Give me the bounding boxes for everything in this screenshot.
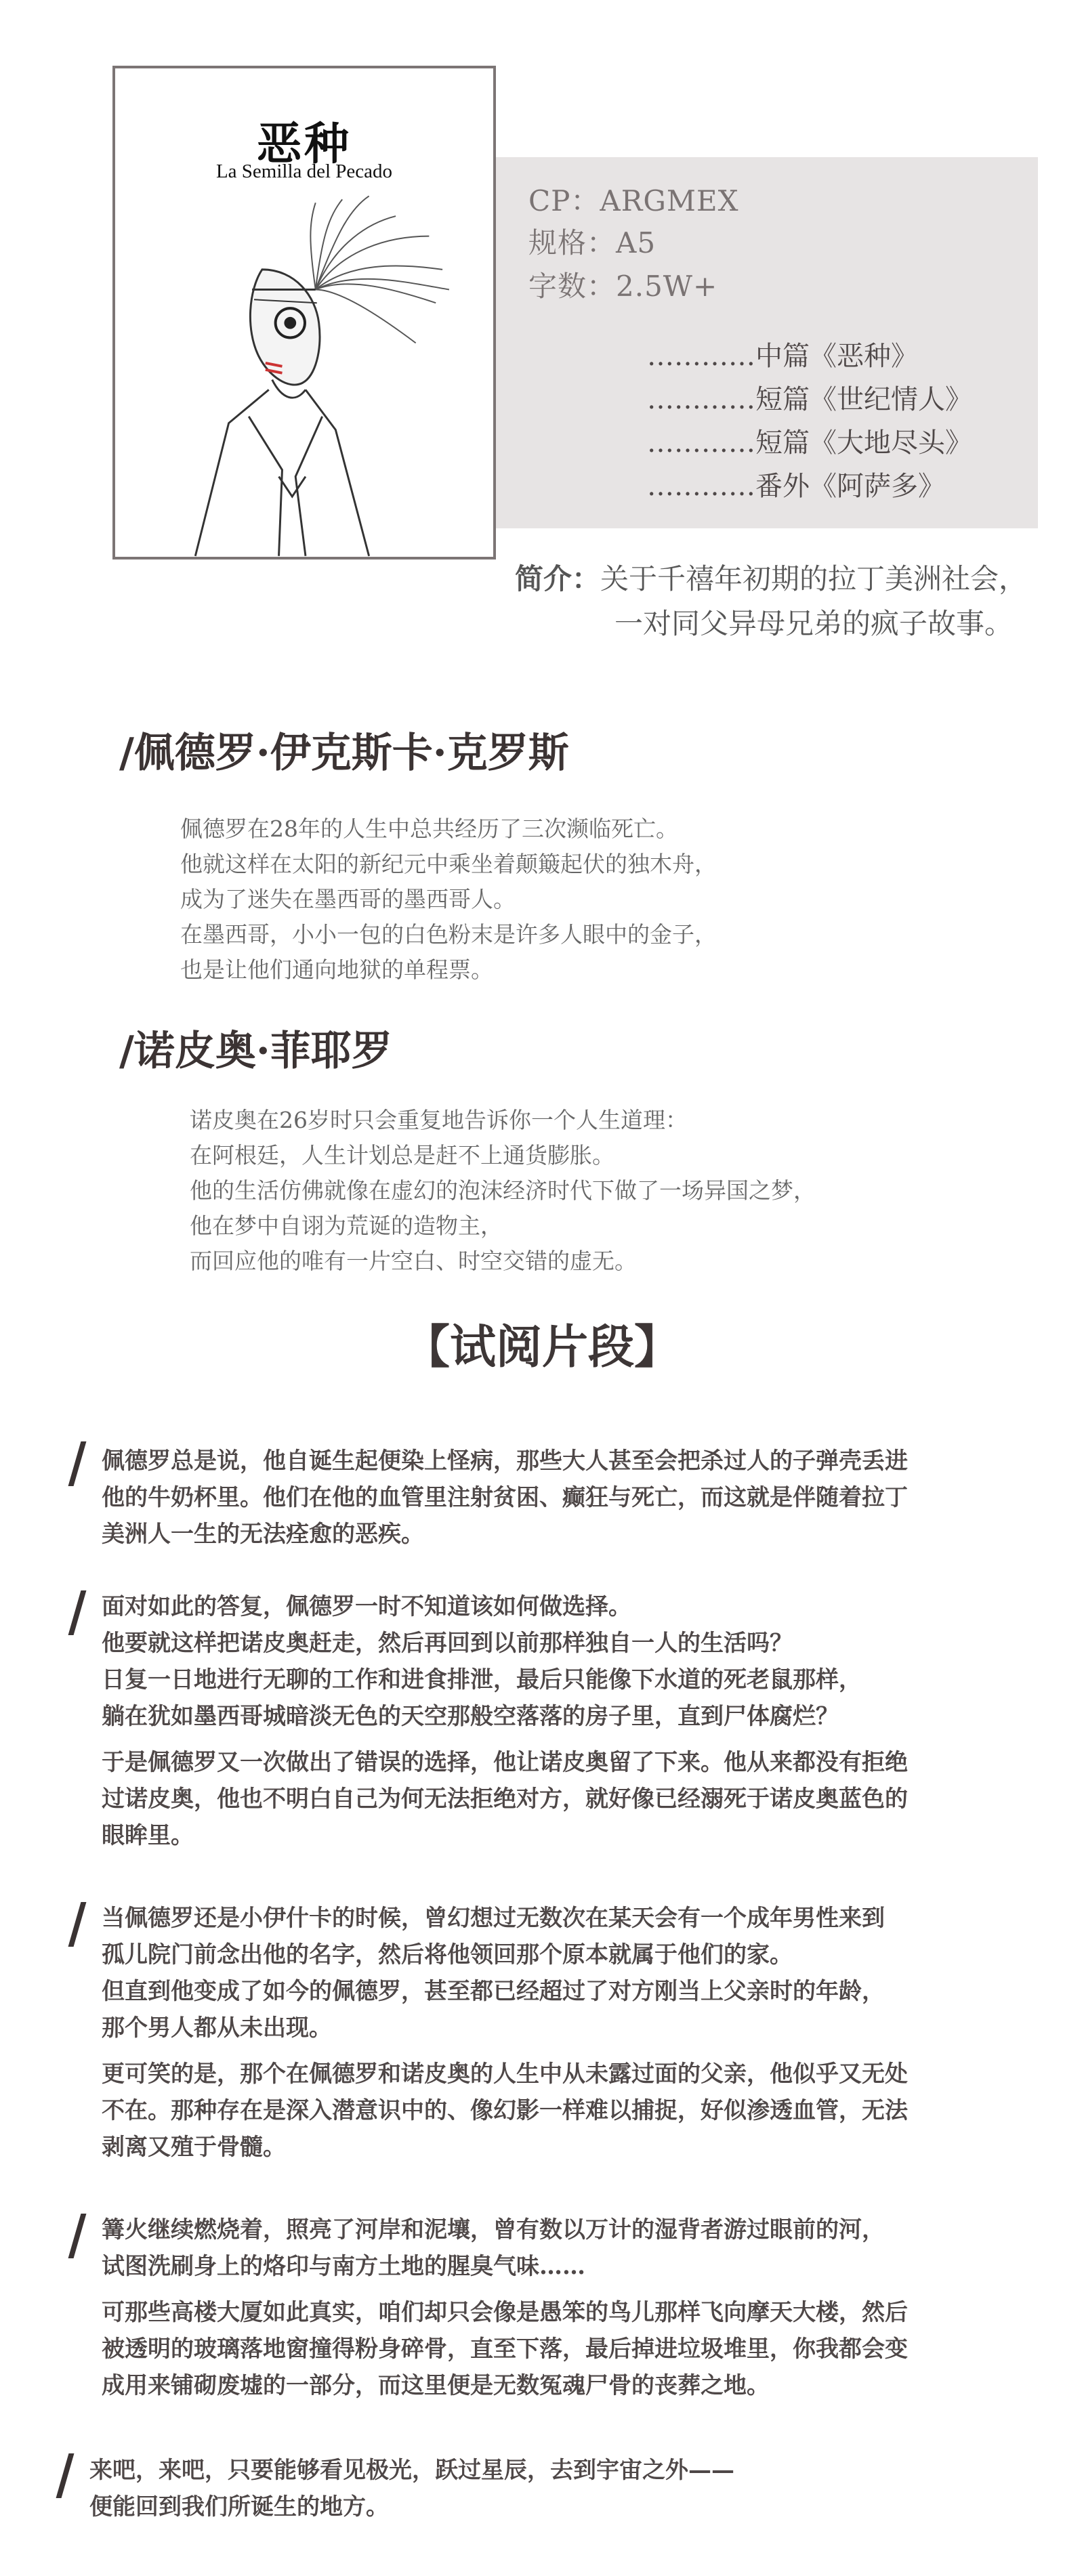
bio-line: 他在梦中自诩为荒诞的造物主， [190, 1212, 503, 1239]
excerpt-line: 于是佩德罗又一次做出了错误的选择，他让诺皮奥留了下来。他从来都没有拒绝 [102, 1749, 908, 1776]
spec-format: 规格：A5 [528, 226, 656, 259]
toc-item: …………中篇《恶种》 [647, 341, 918, 372]
excerpt-line: 过诺皮奥，他也不明白自己为何无法拒绝对方，就好像已经溺死于诺皮奥蓝色的 [102, 1786, 908, 1813]
slash-marker [68, 1441, 87, 1486]
synopsis-line: 一对同父异母兄弟的疯子故事。 [614, 607, 1014, 640]
excerpt-line: 躺在犹如墨西哥城暗淡无色的天空那般空落落的房子里，直到尸体腐烂？ [102, 1703, 839, 1730]
bio-line: 在墨西哥，小小一包的白色粉末是许多人眼中的金子， [180, 921, 717, 948]
trial-section-title: 【试阅片段】 [403, 1320, 680, 1374]
excerpt-line: 来吧，来吧，只要能够看见极光，跃过星辰，去到宇宙之外—— [89, 2457, 734, 2484]
toc-item: …………番外《阿萨多》 [647, 471, 945, 502]
toc-item: …………短篇《世纪情人》 [647, 384, 972, 415]
cover-title: 恶种 [257, 118, 352, 170]
excerpt-block [102, 1900, 908, 2166]
character-bio-pedro [180, 811, 717, 988]
paragraph-gap [102, 2046, 908, 2056]
toc-item: …………短篇《大地尽头》 [647, 427, 972, 459]
synopsis-line: 关于千禧年初期的拉丁美洲社会， [600, 562, 1028, 595]
excerpt-line: 那个男人都从未出现。 [102, 2014, 332, 2042]
excerpt-block [102, 1443, 908, 1553]
bio-line: 诺皮奥在26岁时只会重复地告诉你一个人生道理： [190, 1107, 688, 1133]
bio-line: 成为了迷失在墨西哥的墨西哥人。 [180, 886, 516, 912]
bio-line: 他就这样在太阳的新纪元中乘坐着颠簸起伏的独木舟， [180, 851, 717, 877]
excerpt-line: 可那些高楼大厦如此真实，咱们却只会像是愚笨的鸟儿那样飞向摩天大楼，然后 [102, 2299, 908, 2326]
paragraph-gap [102, 1735, 908, 1744]
excerpt-line: 佩德罗总是说，他自诞生起便染上怪病，那些大人甚至会把杀过人的子弹壳丢进 [102, 1448, 908, 1475]
excerpt-line: 当佩德罗还是小伊什卡的时候，曾幻想过无数次在某天会有一个成年男性来到 [102, 1905, 885, 1932]
excerpt-line: 但直到他变成了如今的佩德罗，甚至都已经超过了对方刚当上父亲时的年龄， [102, 1978, 885, 2005]
bio-line: 他的生活仿佛就像在虚幻的泡沫经济时代下做了一场异国之梦， [190, 1177, 816, 1204]
slash-marker [56, 2453, 75, 2498]
excerpt-line: 篝火继续燃烧着，照亮了河岸和泥壤，曾有数以万计的湿背者游过眼前的河， [102, 2216, 885, 2243]
synopsis-label: 简介： [515, 562, 601, 595]
character-bio-nopio [190, 1103, 816, 1279]
excerpt-block [89, 2452, 734, 2525]
bio-line: 而回应他的唯有一片空白、时空交错的虚无。 [190, 1248, 637, 1274]
excerpt-line: 孤儿院门前念出他的名字，然后将他领回那个原本就属于他们的家。 [102, 1941, 793, 1968]
excerpt-line: 成用来铺砌废墟的一部分，而这里便是无数冤魂尸骨的丧葬之地。 [102, 2372, 770, 2399]
excerpt-line: 更可笑的是，那个在佩德罗和诺皮奥的人生中从未露过面的父亲，他似乎又无处 [102, 2061, 908, 2088]
cover-subtitle: La Semilla del Pecado [215, 161, 393, 182]
excerpt-line: 剥离又殖于骨髓。 [102, 2134, 286, 2161]
bio-line: 在阿根廷，人生计划总是赶不上通货膨胀。 [190, 1142, 614, 1168]
excerpt-line: 试图洗刷身上的烙印与南方土地的腥臭气味…… [102, 2253, 585, 2280]
excerpt-line: 眼眸里。 [102, 1822, 194, 1849]
excerpt-line: 面对如此的答复，佩德罗一时不知道该如何做选择。 [102, 1593, 631, 1620]
bio-line: 佩德罗在28年的人生中总共经历了三次濒临死亡。 [180, 816, 678, 842]
excerpt-line: 美洲人一生的无法痊愈的恶疾。 [102, 1521, 424, 1548]
bio-line: 也是让他们通向地狱的单程票。 [180, 956, 493, 983]
excerpt-line: 被透明的玻璃落地窗撞得粉身碎骨，直至下落，最后掉进垃圾堆里，你我都会变 [102, 2336, 908, 2363]
slash-marker [68, 2214, 87, 2258]
spec-words: 字数：2.5W+ [528, 270, 718, 303]
character-name-nopio: /诺皮奥·菲耶罗 [119, 1028, 392, 1075]
excerpt-line: 便能回到我们所诞生的地方。 [89, 2493, 389, 2520]
excerpt-block [102, 2212, 908, 2404]
excerpt-line: 不在。那种存在是深入潜意识中的、像幻影一样难以捕捉，好似渗透血管，无法 [102, 2097, 908, 2124]
excerpt-line: 他的牛奶杯里。他们在他的血管里注射贫困、癫狂与死亡，而这就是伴随着拉丁 [102, 1484, 908, 1511]
book-cover [112, 66, 496, 559]
spec-cp: CP：ARGMEX [528, 184, 739, 217]
paragraph-gap [102, 2285, 908, 2294]
synopsis [515, 557, 1070, 646]
slash-marker [68, 1590, 87, 1635]
excerpt-line: 日复一日地进行无聊的工作和进食排泄，最后只能像下水道的死老鼠那样， [102, 1666, 862, 1693]
slash-marker [68, 1902, 87, 1947]
excerpt-line: 他要就这样把诺皮奥赶走，然后再回到以前那样独自一人的生活吗？ [102, 1630, 793, 1657]
character-name-pedro: /佩德罗·伊克斯卡·克罗斯 [119, 730, 569, 777]
excerpt-block [102, 1588, 908, 1854]
